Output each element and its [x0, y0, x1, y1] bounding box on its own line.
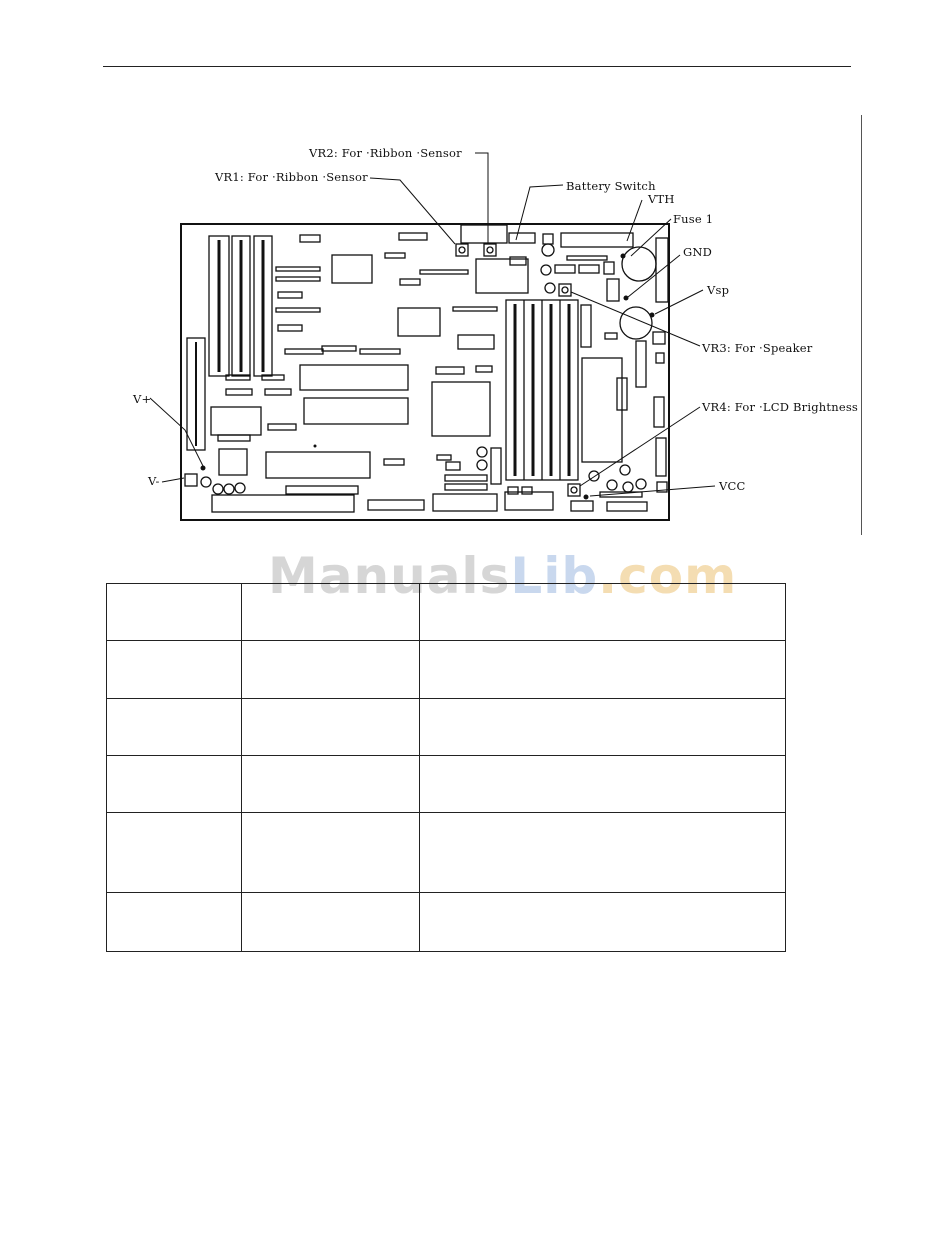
chip	[211, 407, 261, 435]
table-cell	[242, 756, 420, 813]
table-row	[107, 641, 786, 699]
table-row	[107, 893, 786, 952]
label-vth: VTH	[648, 192, 675, 206]
chip	[332, 255, 372, 283]
table-row	[107, 699, 786, 756]
label-gnd: GND	[683, 245, 713, 259]
label-battery-switch: Battery Switch	[566, 179, 656, 193]
table-cell	[107, 641, 242, 699]
table-cell	[420, 699, 786, 756]
table-cell	[420, 893, 786, 952]
chip	[582, 358, 622, 462]
table-cell	[242, 699, 420, 756]
dip-chip	[266, 452, 370, 478]
table-cell	[242, 584, 420, 641]
table-cell	[242, 641, 420, 699]
label-fuse1: Fuse 1	[673, 212, 714, 226]
label-vminus: V-	[148, 474, 160, 488]
circuit-board-diagram	[0, 0, 950, 560]
table-cell	[107, 699, 242, 756]
watermark-part1: Manuals	[268, 547, 511, 605]
table-cell	[242, 893, 420, 952]
watermark-part2: Lib	[510, 547, 599, 605]
label-vsp: Vsp	[707, 283, 730, 297]
bottom-connector	[212, 495, 354, 512]
table-cell	[420, 641, 786, 699]
label-vplus: V+	[133, 392, 152, 406]
cpu-chip	[432, 382, 490, 436]
table-cell	[420, 584, 786, 641]
dip-chip	[304, 398, 408, 424]
table-row	[107, 813, 786, 893]
table-row	[107, 756, 786, 813]
table-row	[107, 584, 786, 641]
spec-table	[106, 583, 786, 952]
table-cell	[420, 756, 786, 813]
label-vcc: VCC	[719, 479, 746, 493]
chip	[398, 308, 440, 336]
label-vr2: VR2: For ‧Ribbon ‧Sensor	[309, 146, 462, 160]
chip	[219, 449, 247, 475]
watermark-part3: .com	[598, 547, 738, 605]
dip-chip	[300, 365, 408, 390]
table-cell	[242, 813, 420, 893]
table-cell	[107, 584, 242, 641]
chip	[476, 259, 528, 293]
table-cell	[420, 813, 786, 893]
label-vr3: VR3: For ‧Speaker	[702, 341, 813, 355]
label-vr1: VR1: For ‧Ribbon ‧Sensor	[215, 170, 368, 184]
table-cell	[107, 893, 242, 952]
table-cell	[107, 813, 242, 893]
table-cell	[107, 756, 242, 813]
label-vr4: VR4: For ‧LCD Brightness	[702, 400, 859, 414]
